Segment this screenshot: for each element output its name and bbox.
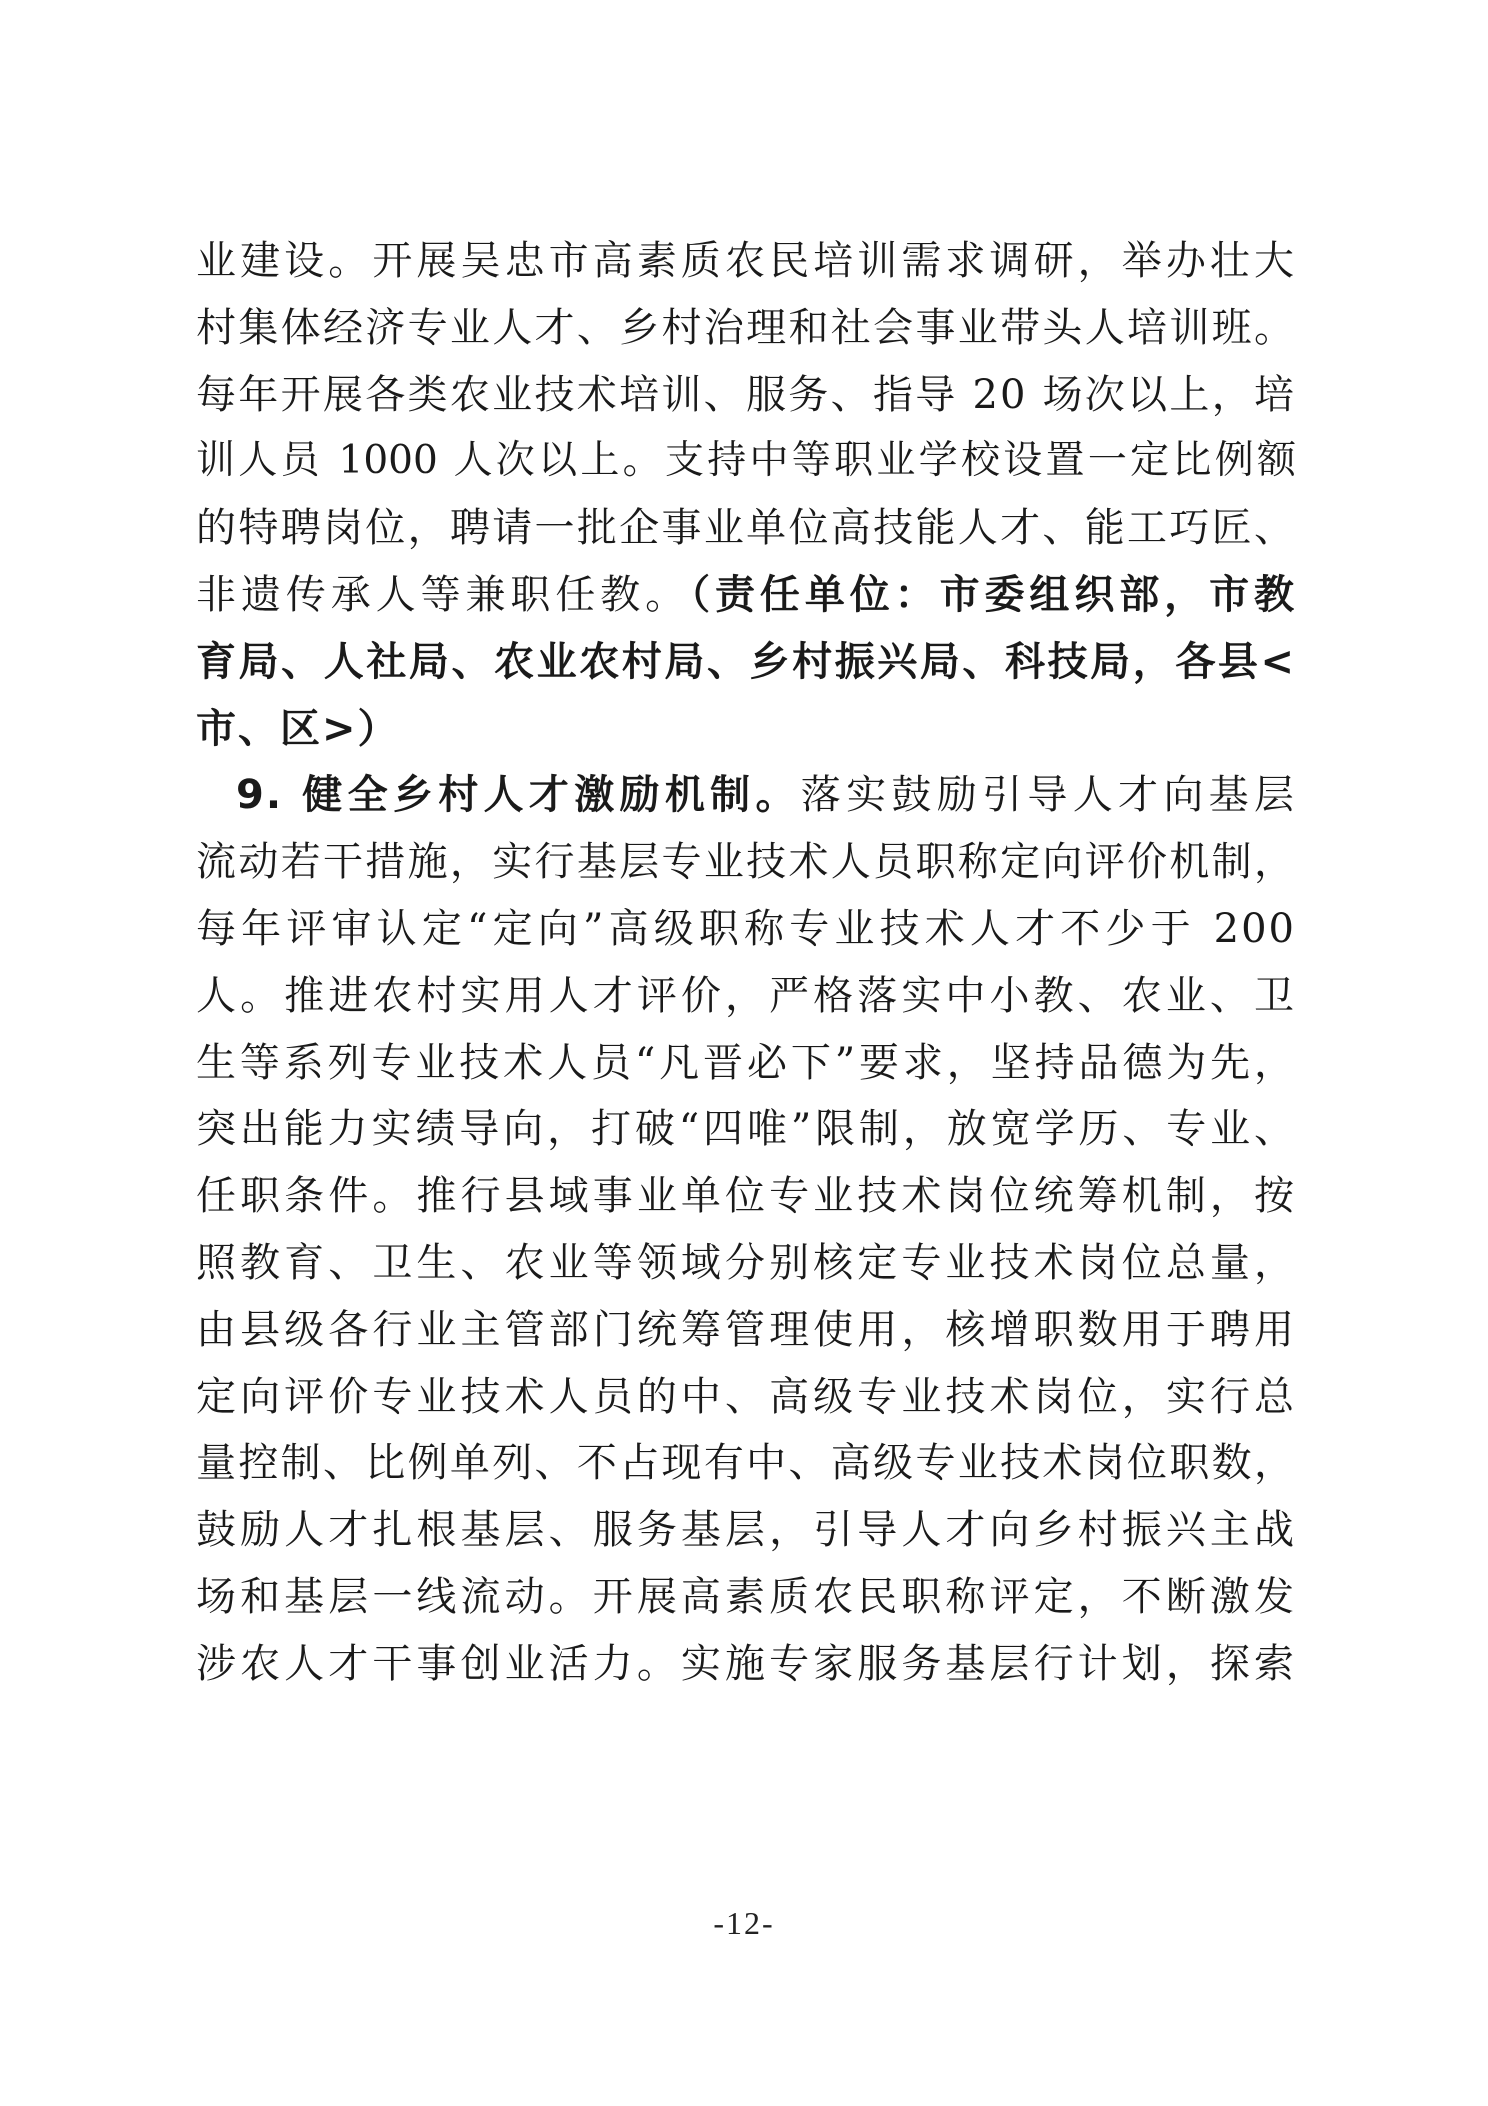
text-run: 定向评价专业技术人员的中、高级专业技术岗位，实行总: [196, 1373, 1296, 1420]
text-line: [196, 1631, 1296, 1698]
text-line: [196, 1364, 1296, 1431]
text-line: [196, 1163, 1296, 1230]
paragraph: [196, 228, 1296, 762]
text-line: [196, 762, 1296, 829]
text-line: [196, 495, 1296, 562]
text-run: 业建设。开展吴忠市高素质农民培训需求调研，举办壮大: [196, 238, 1296, 284]
text-run: 任职条件。推行县域事业单位专业技术岗位统筹机制，按: [196, 1173, 1296, 1220]
paragraph: [196, 762, 1296, 1697]
bold-text-run: 9. 健全乡村人才激励机制。: [236, 772, 801, 819]
bold-text-run: 育局、人社局、农业农村局、乡村振兴局、科技局，各县<: [196, 638, 1296, 685]
text-line: [196, 696, 1296, 763]
text-run: 流动若干措施，实行基层专业技术人员职称定向评价机制，: [196, 839, 1296, 886]
text-line: [196, 562, 1296, 629]
text-line: [196, 1297, 1296, 1364]
bold-text-run: （责任单位：市委组织部，市教: [690, 571, 1297, 618]
text-run: 落实鼓励引导人才向基层: [800, 772, 1296, 819]
text-line: [196, 295, 1296, 362]
text-run: 量控制、比例单列、不占现有中、高级专业技术岗位职数，: [196, 1440, 1296, 1487]
text-line: [196, 629, 1296, 696]
text-line: [196, 428, 1296, 495]
text-run: 人。推进农村实用人才评价，严格落实中小教、农业、卫: [196, 972, 1296, 1019]
text-run: 生等系列专业技术人员“凡晋必下”要求，坚持品德为先，: [196, 1039, 1296, 1086]
text-run: 涉农人才干事创业活力。实施专家服务基层行计划，探索: [196, 1640, 1296, 1687]
text-line: [196, 1230, 1296, 1297]
text-run: 村集体经济专业人才、乡村治理和社会事业带头人培训班。: [196, 304, 1296, 351]
text-line: [196, 1497, 1296, 1564]
text-line: [196, 1030, 1296, 1097]
text-run: 的特聘岗位，聘请一批企事业单位高技能人才、能工巧匠、: [196, 505, 1296, 552]
text-line: [196, 896, 1296, 963]
text-run: 场和基层一线流动。开展高素质农民职称评定，不断激发: [196, 1573, 1296, 1620]
text-run: 照教育、卫生、农业等领域分别核定专业技术岗位总量，: [196, 1239, 1296, 1286]
text-run: 突出能力实绩导向，打破“四唯”限制，放宽学历、专业、: [196, 1106, 1296, 1153]
text-line: [196, 228, 1296, 295]
bold-text-run: 市、区>）: [196, 705, 400, 752]
text-line: [196, 829, 1296, 896]
page-number: -12-: [713, 1905, 775, 1941]
text-run: 每年评审认定“定向”高级职称专业技术人才不少于 200: [196, 905, 1296, 952]
text-line: [196, 1564, 1296, 1631]
text-line: [196, 1096, 1296, 1163]
text-run: 由县级各行业主管部门统筹管理使用，核增职数用于聘用: [196, 1306, 1296, 1353]
text-line: [196, 963, 1296, 1030]
text-run: 鼓励人才扎根基层、服务基层，引导人才向乡村振兴主战: [196, 1507, 1296, 1554]
text-run: 每年开展各类农业技术培训、服务、指导 20 场次以上，培: [196, 371, 1296, 418]
text-line: [196, 362, 1296, 429]
text-run: 非遗传承人等兼职任教。: [196, 571, 691, 618]
text-run: 训人员 1000 人次以上。支持中等职业学校设置一定比例额: [196, 438, 1296, 484]
body-text: [196, 228, 1296, 1698]
text-line: [196, 1430, 1296, 1497]
